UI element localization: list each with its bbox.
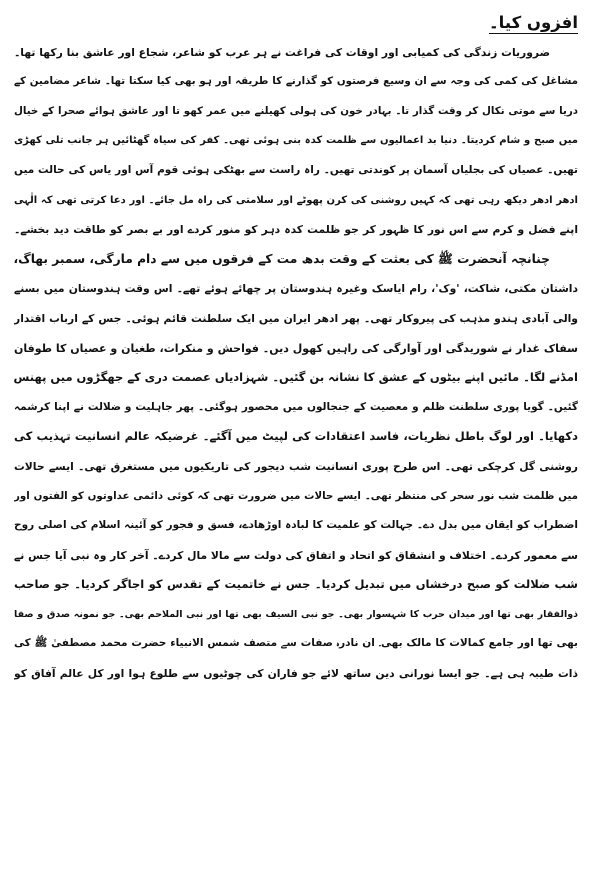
text-line: چنانچہ آنحضرت ﷺ کی بعثت کے وقت بدھ مت کے فرقوں میں سے دام مارگی، سمبر بھاگ، xyxy=(14,251,550,266)
text-line: تھیں۔ عصیاں کی بجلیاں آسمان پر کوندتی تھیں۔ راہ راست سے بھٹکی ہوئی قوم آس اور یاس کی حالت میں xyxy=(14,163,578,176)
text-line: اضطراب کو ایقان میں بدل دے۔ جہالت کو علمیت کا لبادہ اوڑھادے، فسق و فجور کو آئینہ اسلام کی اصلی روح xyxy=(14,519,578,532)
text-line: دکھایا۔ اور لوگ باطل نظریات، فاسد اعتقادات کی لپیٹ میں آگئے۔ غرضیکہ عالم انسانیت تہذیب کی xyxy=(14,429,578,444)
text-line: شب ضلالت کو صبح درخشاں میں تبدیل کردیا۔ جس نے خاتمیت کے تقدس کو اجاگر کردیا۔ جو صاحب xyxy=(14,577,578,592)
text-line: سے معمور کردے۔ اختلاف و انشقاق کو اتحاد و اتفاق کی دولت سے مالا مال کردے۔ آخر کار وہ نبی آیا جس نے xyxy=(14,548,578,562)
text-line: گئیں۔ گویا پوری سلطنت ظلم و معصیت کے جنجالوں میں محصور ہوگئی۔ پھر جاہلیت و ضلالت نے اپنا کرشمہ xyxy=(14,400,578,413)
text-line: سفاک غدار نے شوریدگی اور آوارگی کی راہیں کھول دیں۔ فواحش و منکرات، طغیان و عصیاں کا طوفان xyxy=(14,341,578,355)
text-line-continuation: افزوں کیا۔ xyxy=(488,13,578,32)
text-line: ادھر ادھر دیکھ رہی تھی کہ کہیں روشنی کی کرن پھوٹے اور سلامتی کی راہ مل جائے۔ اور دعا کرتی تھی کہ الٰہی xyxy=(14,194,578,206)
text-line: داشتان مکتی، شاکت، 'وک'، رام ایاسک وغیرہ ہندوستان پر چھائے ہوئے تھے۔ اس وقت ہندوستان میں بسنے xyxy=(14,282,578,296)
text-line: والی آبادی ہندو مذہب کی پیروکار تھی۔ پھر ادھر ایران میں ایک سلطنت قائم ہوئی۔ جس کے ارباب اقتدار xyxy=(14,311,578,325)
text-line: ضروریات زندگی کی کمیابی اور اوقات کی فراغت نے ہر عرب کو شاعر، شجاع اور عاشق بنا رکھا تھا۔ xyxy=(14,45,550,59)
text-line: امڈنے لگا۔ مائیں اپنے بیٹوں کے عشق کا نشانہ بن گئیں۔ شہزادیاں عصمت دری کے جھگڑوں میں پھنس xyxy=(14,370,578,385)
text-line: میں ظلمت شب نور سحر کی منتظر تھی۔ ایسے حالات میں ضرورت تھی کہ کوئی دائمی عداوتوں کو الفتوں اور xyxy=(14,489,578,502)
text-line: روشنی گل کرچکی تھی۔ اس طرح پوری انسانیت شب دیجور کی تاریکیوں میں مستغرق تھی۔ ایسے حالات xyxy=(14,459,578,473)
text-line: بھی تھا اور جامع کمالات کا مالک بھی۔ ان نادرہ صفات سے متصف شمس الانبیاء حضرت محمد مصطفیٰ ﷺ کی xyxy=(14,637,578,650)
text-line: ذوالفقار بھی تھا اور میدان حرب کا شہسوار بھی۔ جو نبی السیف بھی تھا اور نبی الملاحم بھی۔ جو نمونہ صدق و صفا xyxy=(14,608,578,620)
text-line: مشاغل کی کمی کی وجہ سے ان وسیع فرصتوں کو گذارنے کا طریقہ اور ہو بھی کیا سکتا تھا۔ شاعر مضامین کے xyxy=(14,75,578,88)
text-line: اپنے فضل و کرم سے اس نور کا ظہور کر جو ظلمت کدہ دہر کو منور کردے اور بے بصر کو طاقت دید بخشے۔ xyxy=(14,223,578,237)
text-line: ذات طیبہ ہی ہے۔ جو ایسا نورانی دین ساتھ لائے جو فاران کی چوٹیوں سے طلوع ہوا اور کل عالم آفاق کو xyxy=(14,667,578,681)
text-line: دریا سے موتی نکال کر وقت گذار تا۔ بہادر خون کی ہولی کھیلنے میں عمر کھو تا اور عاشق ہوائے صحرا کے خیال xyxy=(14,104,578,117)
text-line: میں صبح و شام کردیتا۔ دنیا بد اعمالیوں سے ظلمت کدہ بنی ہوئی تھی۔ کفر کی سیاہ گھٹائیں ہر جانب تلی کھڑی xyxy=(14,135,578,147)
